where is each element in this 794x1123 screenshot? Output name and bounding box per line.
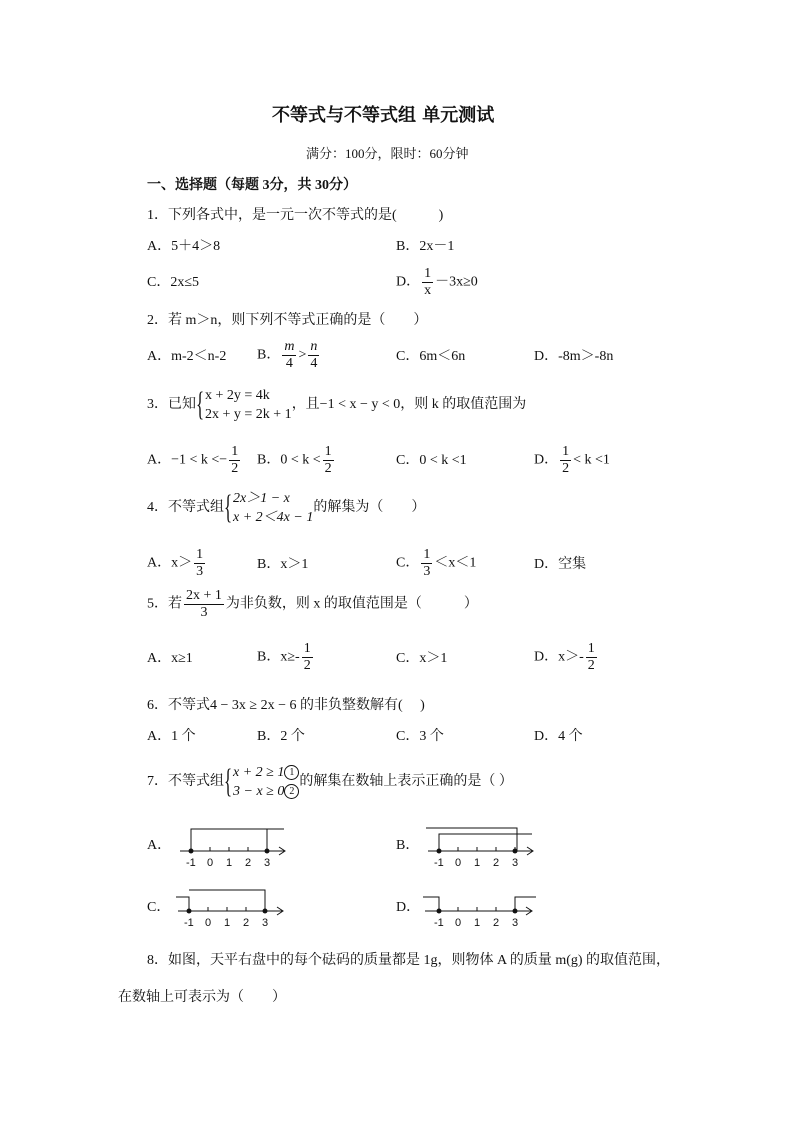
q7-circle-1: 1 (284, 765, 299, 780)
tick-label-3: 3 (512, 857, 519, 869)
tick-label-3: 3 (512, 917, 519, 929)
q2-b-frac2 (308, 339, 319, 372)
q1-option-a: A．5＋4＞8 (147, 239, 221, 254)
q7-line1 (233, 763, 299, 782)
tick-label-2: 2 (243, 917, 250, 929)
q5-option-d (534, 641, 599, 674)
q2-b-op: > (298, 347, 307, 363)
q4-c-label: C． (396, 555, 420, 571)
q4-suffix: 的解集为（ ） (313, 500, 426, 516)
tick-label-2: 2 (493, 917, 500, 929)
q4-c-frac (421, 547, 432, 580)
q5-den: 3 (200, 605, 208, 620)
q5-option-c: C．x＞1 (396, 651, 448, 666)
q2-option-a: A．m-2＜n-2 (147, 349, 227, 364)
q6-option-b: B．2 个 (257, 729, 305, 744)
q7-eq1: x + 2 ≥ 1 (233, 765, 285, 780)
q5-b-num: 1 (303, 641, 311, 656)
q3-d-frac (560, 444, 571, 477)
q3-b-num: 1 (324, 444, 332, 459)
q3-system (196, 386, 292, 424)
q4-system (224, 489, 313, 527)
tick-label-2: 2 (245, 857, 252, 869)
q4-a-label: A．x＞ (147, 555, 193, 571)
tick-label-0: 0 (455, 917, 462, 929)
q3-b-frac (323, 444, 334, 477)
q3-option-d (534, 444, 610, 477)
q1-d-rest: －3x≥0 (435, 274, 478, 290)
q4-option-a (147, 547, 207, 580)
q3-stem (147, 386, 526, 424)
tick-label-m1: -1 (186, 857, 196, 869)
q3-d-num: 1 (562, 444, 570, 459)
q1-option-d (396, 266, 478, 299)
tick-label-0: 0 (207, 857, 214, 869)
q4-eq1: 2x＞1 − x (233, 491, 290, 506)
q1-d-label: D． (396, 274, 421, 290)
page-title: 不等式与不等式组 单元测试 (272, 105, 495, 126)
q2-option-b (257, 339, 321, 372)
q3-brace: { (196, 386, 205, 423)
q3-a-pre: −1 < k <− (171, 452, 228, 468)
q4-option-d: D．空集 (534, 557, 587, 572)
q3-option-b (257, 444, 336, 477)
q5-d-label: D．x＞- (534, 649, 584, 665)
q4-option-b: B．x＞1 (257, 557, 309, 572)
q3-a-label: A． (147, 452, 172, 468)
q5-option-a: A．x≥1 (147, 651, 193, 666)
q7-option-a-numberline (176, 823, 291, 869)
tick-label-2: 2 (493, 857, 500, 869)
q3-d-label: D． (534, 452, 559, 468)
q7-option-b-numberline (424, 823, 539, 869)
q3-eq2: 2x + y = 2k + 1 (205, 407, 292, 422)
q4-brace: { (224, 489, 233, 526)
q1-stem: 1．下列各式中，是一元一次不等式的是( ) (147, 208, 444, 223)
q1-d-den: x (424, 283, 432, 298)
q5-option-b (257, 641, 315, 674)
q8-line2: 在数轴上可表示为（ ） (118, 990, 286, 1005)
point-3 (513, 849, 518, 854)
q2-b-den1: 4 (285, 356, 293, 371)
q3-eq1: x + 2y = 4k (205, 388, 270, 403)
tick-label-1: 1 (224, 917, 231, 929)
q6-option-a: A．1 个 (147, 729, 196, 744)
q1-option-b: B．2x－1 (396, 239, 455, 254)
solution-bracket-right (439, 834, 532, 851)
q4-eq2: x + 2＜4x − 1 (233, 510, 314, 525)
q1-option-c: C．2x≤5 (147, 275, 200, 290)
q3-suffix: ，且−1 < x − y < 0，则 k 的取值范围为 (291, 397, 527, 413)
q3-option-c: C．0 < k <1 (396, 453, 467, 468)
solution-bracket-left (426, 828, 517, 851)
solution-bracket-left (176, 897, 189, 911)
q4-a-frac (194, 547, 205, 580)
q2-option-d: D．-8m＞-8n (534, 349, 614, 364)
q2-b-den2: 4 (310, 356, 318, 371)
point-3 (265, 849, 270, 854)
point-3 (263, 909, 268, 914)
q7-option-b-label: B． (396, 838, 420, 853)
q5-num: 2x + 1 (186, 588, 222, 603)
q3-d-den: 2 (562, 461, 570, 476)
tick-label-m1: -1 (184, 917, 194, 929)
q4-stem (147, 489, 425, 527)
q2-b-frac1 (282, 339, 296, 372)
q5-d-frac (586, 641, 597, 674)
solution-bracket-right (515, 897, 536, 911)
q4-c-rest: ＜x＜1 (434, 555, 477, 571)
tick-label-0: 0 (455, 857, 462, 869)
solution-bracket-left (423, 897, 439, 911)
tick-label-3: 3 (264, 857, 271, 869)
q5-d-num: 1 (587, 641, 595, 656)
q5-prefix: 5．若 (147, 596, 182, 612)
point-m1 (189, 849, 194, 854)
q3-b-den: 2 (324, 461, 332, 476)
q2-option-c: C．6m＜6n (396, 349, 466, 364)
q2-b-label: B． (257, 347, 281, 363)
q8-line1: 8．如图，天平右盘中的每个砝码的质量都是 1g，则物体 A 的质量 m(g) 的取值范围， (147, 953, 671, 968)
tick-label-3: 3 (262, 917, 269, 929)
tick-label-1: 1 (474, 857, 481, 869)
q4-option-c (396, 547, 476, 580)
q1-d-num: 1 (424, 266, 432, 281)
q5-b-den: 2 (303, 658, 311, 673)
q7-option-c-numberline (174, 884, 289, 930)
page-subtitle: 满分：100分，限时：60分钟 (306, 146, 469, 161)
q7-stem (147, 763, 513, 801)
q7-line2 (233, 782, 299, 801)
q7-option-d-label: D． (396, 900, 421, 915)
point-3 (513, 909, 518, 914)
q3-b-pre: 0 < k < (280, 452, 321, 468)
q3-d-rest: < k <1 (573, 452, 610, 468)
q3-a-num: 1 (231, 444, 239, 459)
q5-suffix: 为非负数，则 x 的取值范围是（ ） (225, 596, 478, 612)
q6-stem: 6．不等式4 − 3x ≥ 2x − 6 的非负整数解有( ) (147, 698, 425, 713)
point-m1 (187, 909, 192, 914)
point-m1 (437, 909, 442, 914)
q4-a-num: 1 (196, 547, 204, 562)
q7-eq2: 3 − x ≥ 0 (233, 784, 285, 799)
q7-brace: { (224, 763, 233, 800)
tick-label-m1: -1 (434, 917, 444, 929)
q4-prefix: 4．不等式组 (147, 500, 224, 516)
q3-option-a (147, 444, 242, 477)
q6-option-c: C．3 个 (396, 729, 444, 744)
q7-system (224, 763, 299, 801)
q4-c-den: 3 (423, 564, 431, 579)
q1-d-fraction (422, 266, 433, 299)
q3-a-den: 2 (231, 461, 239, 476)
q5-frac (184, 588, 224, 621)
solution-bracket-1 (191, 829, 284, 851)
tick-label-1: 1 (226, 857, 233, 869)
q7-option-d-numberline (421, 884, 539, 930)
q7-circle-2: 2 (284, 784, 299, 799)
q5-b-frac (302, 641, 313, 674)
tick-label-m1: -1 (434, 857, 444, 869)
q5-d-den: 2 (587, 658, 595, 673)
q7-prefix: 7．不等式组 (147, 774, 224, 790)
section-title: 一、选择题（每题 3分，共 30分） (147, 178, 357, 193)
point-m1 (437, 849, 442, 854)
q3-b-label: B． (257, 452, 281, 468)
q2-b-num2: n (310, 339, 318, 354)
q2-b-num1: m (284, 339, 295, 354)
q7-option-a-label: A． (147, 838, 172, 853)
q3-prefix: 3．已知 (147, 397, 196, 413)
q7-suffix: 的解集在数轴上表示正确的是（ ） (299, 774, 513, 790)
tick-label-0: 0 (205, 917, 212, 929)
q2-stem: 2．若 m＞n，则下列不等式正确的是（ ） (147, 313, 428, 328)
q4-a-den: 3 (196, 564, 204, 579)
q3-a-frac (229, 444, 240, 477)
q6-option-d: D．4 个 (534, 729, 583, 744)
tick-label-1: 1 (474, 917, 481, 929)
q5-stem (147, 588, 478, 621)
q4-c-num: 1 (423, 547, 431, 562)
q7-option-c-label: C． (147, 900, 171, 915)
q5-b-label: B．x≥- (257, 649, 300, 665)
